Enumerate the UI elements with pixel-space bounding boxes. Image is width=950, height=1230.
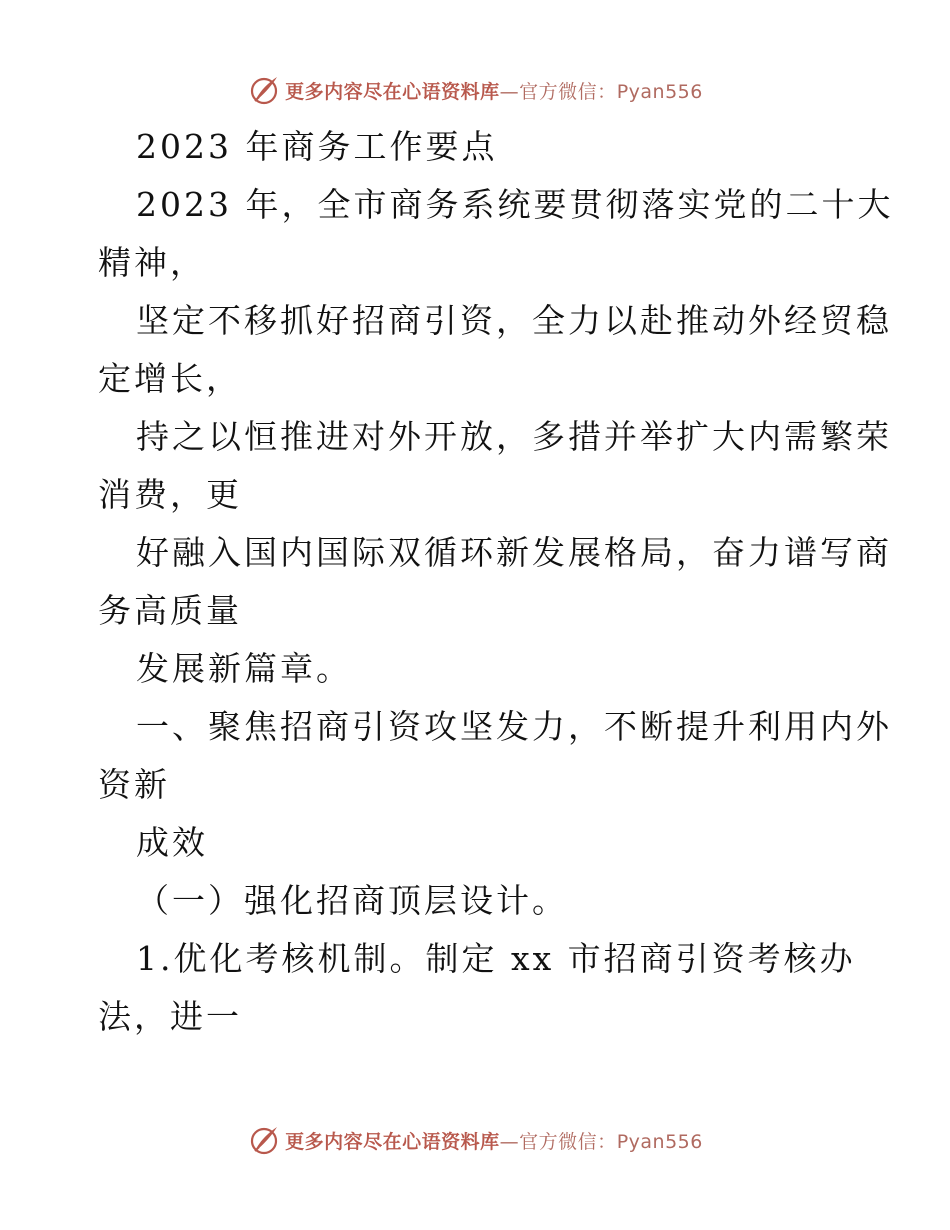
watermark-wechat-label: 官方微信： [519, 1130, 617, 1153]
header-watermark [0, 70, 950, 110]
subsection-heading: （一）强化招商顶层设计。 [136, 881, 568, 920]
watermark-wechat-id: Pyan556 [616, 80, 703, 103]
doc-line: 务高质量 [98, 591, 242, 630]
watermark-wechat-label: 官方微信： [519, 80, 617, 103]
watermark-separator: — [499, 1130, 520, 1153]
watermark-separator: — [499, 80, 520, 103]
doc-line: 成效 [136, 823, 208, 862]
doc-line: 定增长， [98, 359, 242, 398]
doc-line: 1.优化考核机制。制定 xx 市招商引资考核办 [136, 939, 856, 978]
watermark-brand: 更多内容尽在心语资料库 [285, 80, 500, 103]
doc-line: 坚定不移抓好招商引资，全力以赴推动外经贸稳 [136, 301, 892, 340]
doc-line: 法，进一 [98, 997, 242, 1036]
section-heading: 一、聚焦招商引资攻坚发力，不断提升利用内外 [136, 707, 892, 746]
quill-pen-logo-icon [247, 1123, 281, 1157]
footer-watermark [0, 1120, 950, 1160]
doc-line: 消费，更 [98, 475, 242, 514]
doc-line: 2023 年，全市商务系统要贯彻落实党的二十大 [136, 185, 894, 224]
doc-title: 2023 年商务工作要点 [136, 127, 498, 166]
doc-line: 资新 [98, 765, 170, 804]
watermark-brand: 更多内容尽在心语资料库 [285, 1130, 500, 1153]
doc-line: 好融入国内国际双循环新发展格局，奋力谱写商 [136, 533, 892, 572]
doc-line: 发展新篇章。 [136, 649, 352, 688]
quill-pen-logo-icon [247, 73, 281, 107]
watermark-text [285, 77, 703, 104]
watermark-text [285, 1127, 703, 1154]
document-body [98, 118, 894, 1046]
watermark-wechat-id: Pyan556 [616, 1130, 703, 1153]
doc-line: 持之以恒推进对外开放，多措并举扩大内需繁荣 [136, 417, 892, 456]
doc-line: 精神， [98, 243, 206, 282]
